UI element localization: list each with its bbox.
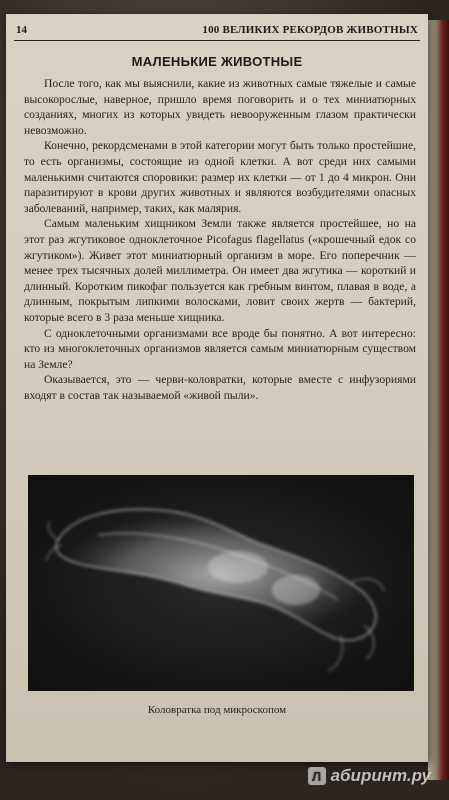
site-watermark: [308, 766, 431, 786]
chapter-title: МАЛЕНЬКИЕ ЖИВОТНЫЕ: [131, 54, 303, 69]
paragraph-3: Самым маленьким хищником Земли также является простейшее, но на этот раз жгутиковое одноклеточное Picofagus flagellatus («крошечный едок со жгутиком»). Живет этот миниатюрный организм в море. Его поперечник — менее трех тысячных долей миллиметра. Он имеет два жгутика — короткий и длинный. Коротким пикофаг пользуется как гребным винтом, плавая в воде, а длинным, покрытым липкими волосками, ловит своих жертв — бактерий, которые всего в 3 раза меньше хищника.: [24, 217, 416, 324]
figure-caption: Коловратка под микроскопом: [147, 704, 287, 716]
watermark-text: абиринт.ру: [330, 766, 431, 785]
body-text: [24, 76, 416, 403]
rotifer-micrograph: [28, 475, 414, 691]
paragraph-1: После того, как мы выяснили, какие из животных самые тяжелые и самые высокорослые, наверное, пришло время поговорить и о тех миниатюрных созданиях, многих из которых увидеть невооруженным глазом практически невозможно.: [24, 77, 416, 137]
paragraph-4: С одноклеточными организмами все вроде бы понятно. А вот интересно: кто из многоклеточных организмов является самым миниатюрным существом на Земле?: [24, 326, 416, 371]
rotifer-illustration: [28, 475, 414, 691]
paragraph-2: Конечно, рекордсменами в этой категории могут быть только простейшие, то есть организмы, состоящие из одной клетки. А вот среди них самыми маленькими считаются споровики: размер их клетки — от 1 до 4 микрон. Они паразитируют в крови других животных и являются возбудителями опасных заболеваний, например, таких, как малярия.: [24, 139, 416, 215]
running-title: 100 ВЕЛИКИХ РЕКОРДОВ ЖИВОТНЫХ: [202, 24, 418, 36]
book-page: [6, 14, 428, 762]
paragraph-5: Оказывается, это — черви-коловратки, которые вместе с инфузориями входят в состав так называемой «живой пыли».: [24, 373, 416, 402]
watermark-badge: Л: [308, 767, 326, 785]
book-page-edge: [428, 20, 449, 780]
page-number: 14: [16, 24, 27, 36]
page-header: [6, 24, 428, 40]
header-rule: [14, 40, 420, 41]
